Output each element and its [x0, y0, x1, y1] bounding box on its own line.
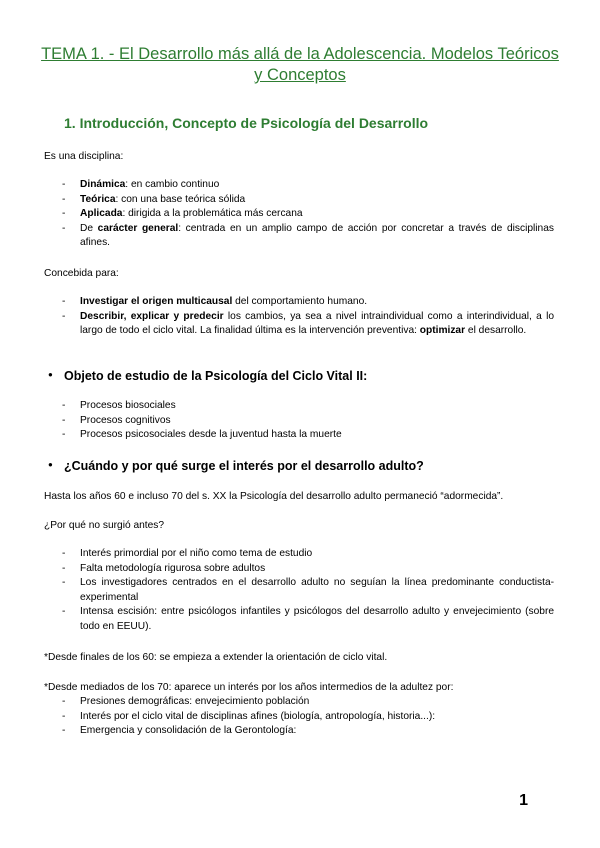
- list-item: - Investigar el origen multicausal del comportamiento humano.: [44, 295, 554, 310]
- objeto-heading: ● Objeto de estudio de la Psicología del Ciclo Vital II:: [64, 369, 367, 383]
- list-item: - Emergencia y consolidación de la Gerontología:: [44, 724, 554, 739]
- porque-paragraph: ¿Por qué no surgió antes?: [44, 520, 165, 531]
- mediados-list: [44, 695, 554, 739]
- finales-paragraph: *Desde finales de los 60: se empieza a extender la orientación de ciclo vital.: [44, 652, 388, 663]
- cuando-heading: ● ¿Cuándo y por qué surge el interés por el desarrollo adulto?: [64, 459, 424, 473]
- objeto-list: [44, 399, 554, 443]
- list-item: - Dinámica: en cambio continuo: [44, 178, 554, 193]
- concebida-intro: Concebida para:: [44, 268, 119, 279]
- document-title: TEMA 1. - El Desarrollo más allá de la Adolescencia. Modelos Teóricos y Conceptos: [41, 45, 559, 84]
- section-heading-introduccion: 1. Introducción, Concepto de Psicología del Desarrollo: [64, 115, 429, 131]
- list-item: - Interés por el ciclo vital de disciplinas afines (biología, antropología, historia...):: [44, 710, 554, 725]
- list-item: - Falta metodología rigurosa sobre adultos: [44, 562, 554, 577]
- list-item: - Aplicada: dirigida a la problemática más cercana: [44, 207, 554, 222]
- list-item: - Interés primordial por el niño como tema de estudio: [44, 547, 554, 562]
- hasta-paragraph: Hasta los años 60 e incluso 70 del s. XX la Psicología del desarrollo adulto permaneció “adormecida”.: [44, 491, 504, 502]
- disciplina-list: [44, 178, 554, 251]
- list-item: - Procesos cognitivos: [44, 414, 554, 429]
- list-item: - Describir, explicar y predecir los cambios, ya sea a nivel intraindividual como a interindividual, a lo largo de todo el ciclo vital. La finalidad última es la intervención preventiva: optimizar el desarrollo.: [44, 310, 554, 339]
- list-item: - Procesos psicosociales desde la juventud hasta la muerte: [44, 428, 554, 443]
- disciplina-intro: Es una disciplina:: [44, 151, 124, 162]
- list-item: - Intensa escisión: entre psicólogos infantiles y psicólogos del desarrollo adulto y envejecimiento (sobre todo en EEUU).: [44, 605, 554, 634]
- list-item: - Los investigadores centrados en el desarrollo adulto no seguían la línea predominante conductista-experimental: [44, 576, 554, 605]
- list-item: - Procesos biosociales: [44, 399, 554, 414]
- page-number: 1: [519, 792, 528, 809]
- concebida-list: [44, 295, 554, 339]
- porque-list: [44, 547, 554, 635]
- list-item: - Teórica: con una base teórica sólida: [44, 193, 554, 208]
- list-item: - De carácter general: centrada en un amplio campo de acción por concretar a través de disciplinas afines.: [44, 222, 554, 251]
- list-item: - Presiones demográficas: envejecimiento población: [44, 695, 554, 710]
- mediados-paragraph: *Desde mediados de los 70: aparece un interés por los años intermedios de la adultez por:: [44, 682, 454, 693]
